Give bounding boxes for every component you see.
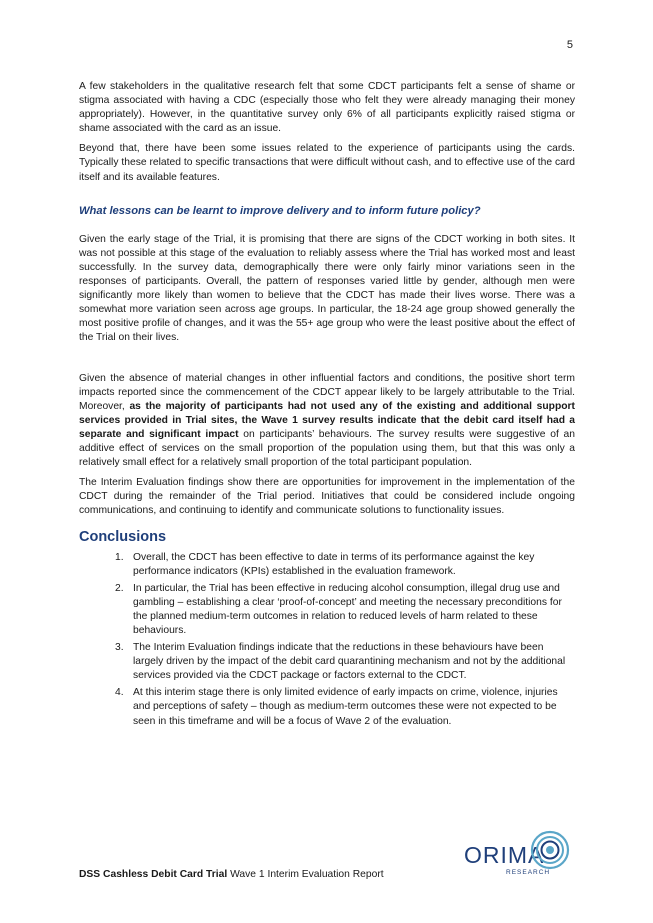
logo-rings-icon	[530, 830, 570, 870]
footer-report-title	[79, 869, 384, 880]
conclusion-text: In particular, the Trial has been effective in reducing alcohol consumption, illegal drug use and gambling – establishing a clear ‘proof-of-concept’ and meeting the necessary preconditions for the planned medium-term outcomes in relation to reduced levels of harm related to these behaviours.	[133, 582, 562, 636]
conclusion-item	[115, 686, 575, 728]
lessons-paragraph-2-part-2: on participants’ behaviours. The survey results were suggestive of an additive effect of services on the small proportion of the population using them, but that this was only a relatively small effect for a relatively small proportion of the total participant population.	[79, 428, 575, 469]
logo-subtitle: RESEARCH	[506, 869, 551, 876]
conclusion-item	[115, 582, 575, 638]
lessons-paragraph-2-part-1: Given the absence of material changes in other influential factors and conditions, the positive short term impacts reported since the commencement of the CDCT appear likely to be largely attributable to the Trial. Moreover,	[79, 372, 575, 412]
lessons-paragraph-3: The Interim Evaluation findings show there are opportunities for improvement in the implementation of the CDCT during the remainder of the Trial period. Initiatives that could be considered include ongoing communications, and continuing to identify and communicate solutions to functionality issues.	[79, 477, 575, 517]
conclusion-item	[115, 551, 575, 579]
lessons-heading: What lessons can be learnt to improve delivery and to inform future policy?	[79, 204, 481, 217]
conclusions-heading: Conclusions	[79, 529, 167, 546]
intro-paragraph-2: Beyond that, there have been some issues related to the experience of participants using the cards. Typically these related to specific transactions that were difficult without cash, and to effective use of the card itself and its available features.	[79, 143, 575, 183]
logo-name: ORIMA	[464, 842, 545, 868]
lessons-paragraph-2-bold: as the majority of participants had not used any of the existing and additional support services provided in Trial sites, the Wave 1 survey results indicate that the debit card itself had a separate and significant impact	[79, 400, 575, 440]
conclusion-text: At this interim stage there is only limited evidence of early impacts on crime, violence, injuries and perceptions of safety – though as medium-term outcomes these were not expected to be seen in this timeframe and will be a focus of Wave 2 of the evaluation.	[133, 687, 558, 727]
lessons-paragraph-1: Given the early stage of the Trial, it is promising that there are signs of the CDCT working in both sites. It was not possible at this stage of the evaluation to reliably assess where the Trial has worked most and least successfully. In the survey data, demographically there were only fairly minor variations seen in the responses of participants. Overall, the pattern of responses varied little by gender, although men were significantly more likely than women to believe that the CDCT has made their lives worse. There was a somewhat more variation seen across age groups. In particular, the 18-24 age group showed generally the most positive profile of changes, and it was the 55+ age group who were the least positive about the effect of the Trial on their lives.	[79, 233, 575, 344]
conclusion-item	[115, 641, 575, 683]
conclusion-text: Overall, the CDCT has been effective to date in terms of its performance against the key performance indicators (KPIs) established in the evaluation framework.	[133, 551, 535, 577]
conclusion-number: 1.	[115, 551, 124, 563]
orima-logo	[464, 830, 570, 880]
lessons-paragraph-2	[79, 372, 575, 471]
section-spacer	[79, 352, 575, 372]
intro-paragraph-1: A few stakeholders in the qualitative research felt that some CDCT participants felt a sense of shame or stigma associated with having a CDC (especially those who felt they were already managing their money appropriately). However, in the quantitative survey only 6% of all participants explicitly raised stigma or shame associated with the card as an issue.	[79, 81, 575, 135]
conclusion-number: 3.	[115, 642, 124, 654]
conclusion-number: 4.	[115, 687, 124, 699]
conclusions-list	[79, 551, 575, 729]
footer-title-bold: DSS Cashless Debit Card Trial	[79, 869, 228, 880]
page-number: 5	[566, 39, 573, 51]
conclusion-number: 2.	[115, 582, 124, 594]
main-content	[79, 80, 575, 732]
footer-title-rest: Wave 1 Interim Evaluation Report	[227, 869, 384, 880]
conclusion-text: The Interim Evaluation findings indicate that the reductions in these behaviours have been largely driven by the impact of the debit card quarantining mechanism and not by the additional services provided via the CDCT package or factors external to the CDCT.	[133, 642, 566, 682]
